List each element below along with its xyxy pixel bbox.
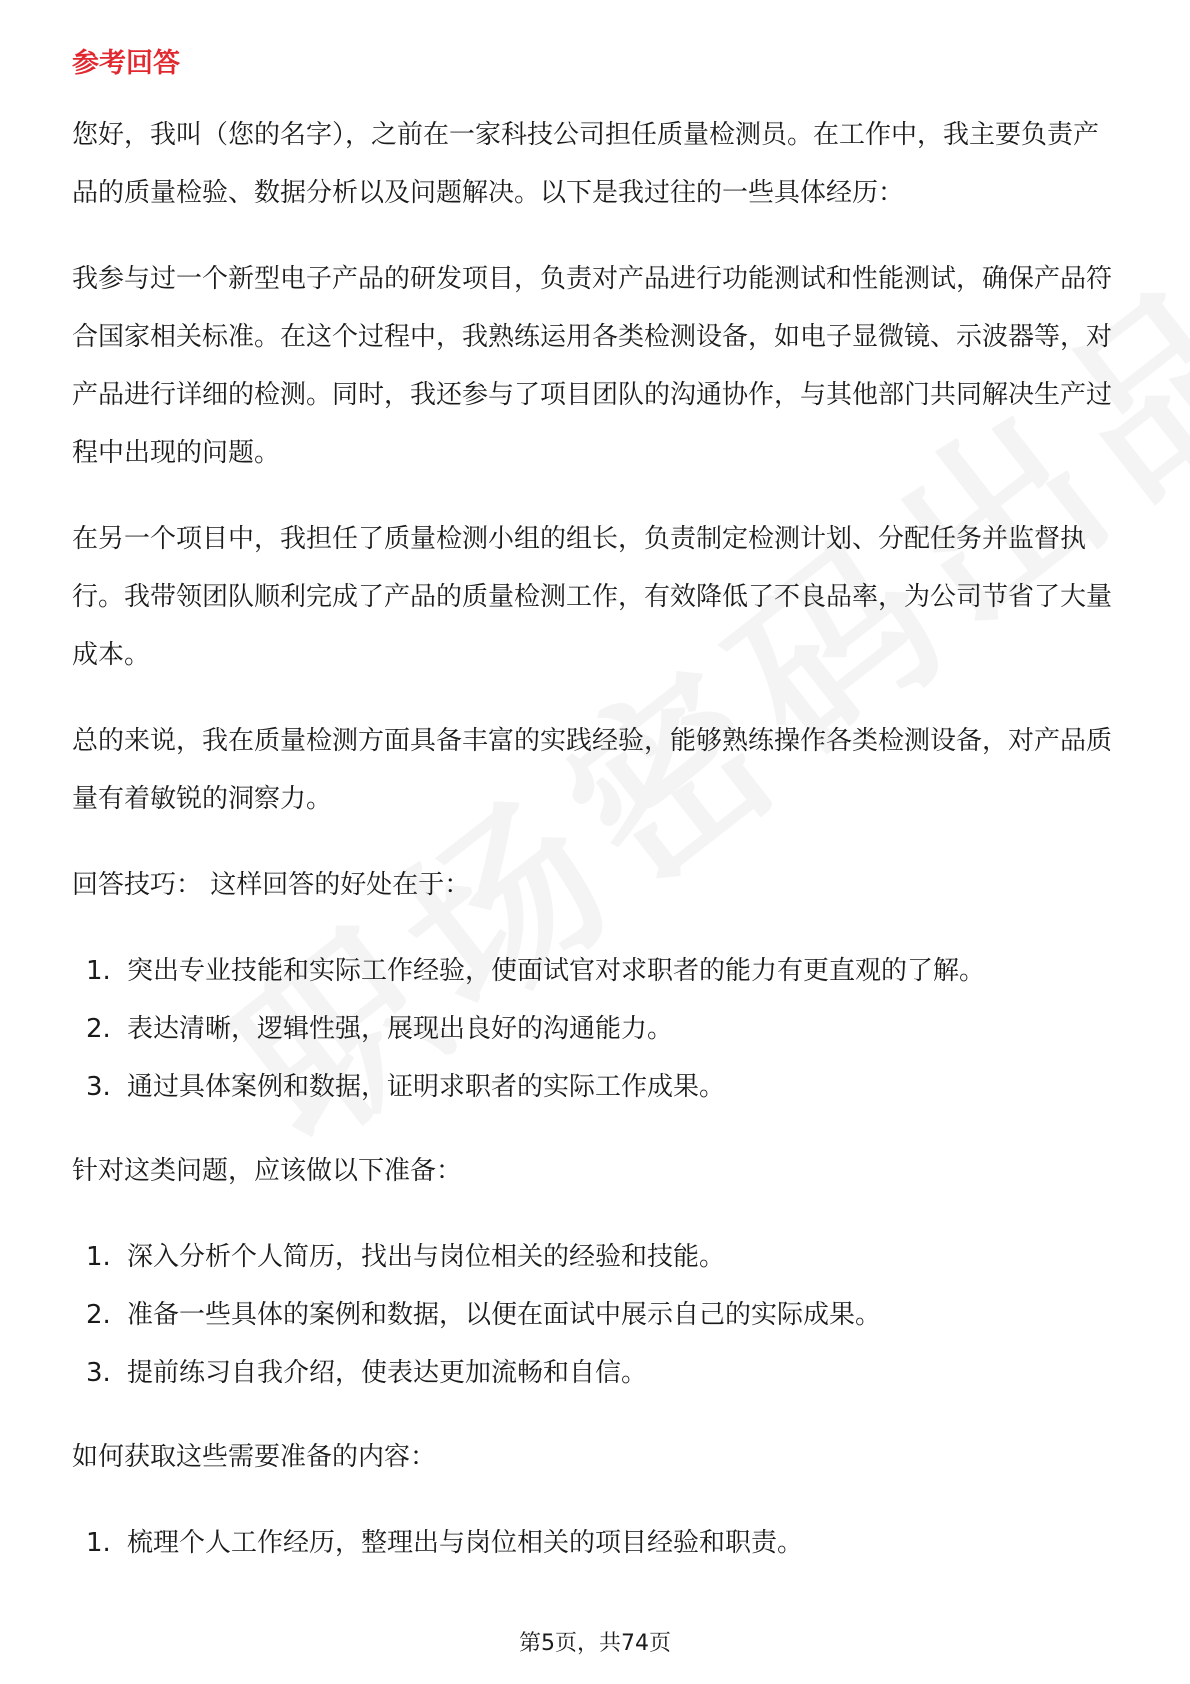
list-number: 1. <box>86 1242 111 1272</box>
content-body <box>72 44 1122 1598</box>
list-text: 提前练习自我介绍，使表达更加流畅和自信。 <box>127 1358 648 1388</box>
list-text: 准备一些具体的案例和数据，以便在面试中展示自己的实际成果。 <box>127 1300 882 1330</box>
list-text: 突出专业技能和实际工作经验，使面试官对求职者的能力有更直观的了解。 <box>127 956 986 986</box>
tips-title: 回答技巧： 这样回答的好处在于： <box>72 870 471 900</box>
list-number: 1. <box>86 956 111 986</box>
intro-paragraph: 您好，我叫（您的名字），之前在一家科技公司担任质量检测员。在工作中，我主要负责产品的质量检验、数据分析以及问题解决。以下是我过往的一些具体经历： <box>72 120 1100 208</box>
list-number: 2. <box>86 1014 111 1044</box>
list-item <box>72 1058 1122 1116</box>
prep-list <box>72 1228 1122 1402</box>
list-item <box>72 1514 1122 1572</box>
list-item <box>72 942 1122 1000</box>
list-number: 3. <box>86 1358 111 1388</box>
tips-list <box>72 942 1122 1116</box>
list-item <box>72 1228 1122 1286</box>
summary-paragraph: 总的来说，我在质量检测方面具备丰富的实践经验，能够熟练操作各类检测设备，对产品质量有着敏锐的洞察力。 <box>72 726 1113 814</box>
page-footer: 第5页，共74页 <box>519 1631 671 1656</box>
list-text: 深入分析个人简历，找出与岗位相关的经验和技能。 <box>127 1242 726 1272</box>
list-text: 通过具体案例和数据，证明求职者的实际工作成果。 <box>127 1072 726 1102</box>
how-title: 如何获取这些需要准备的内容： <box>72 1442 437 1472</box>
how-list <box>72 1514 1122 1572</box>
list-item <box>72 1000 1122 1058</box>
list-item <box>72 1286 1122 1344</box>
prep-title: 针对这类问题，应该做以下准备： <box>72 1156 463 1186</box>
list-text: 梳理个人工作经历，整理出与岗位相关的项目经验和职责。 <box>127 1528 804 1558</box>
section-heading: 参考回答 <box>72 48 180 79</box>
list-item <box>72 1344 1122 1402</box>
experience-paragraph-2: 在另一个项目中，我担任了质量检测小组的组长，负责制定检测计划、分配任务并监督执行。我带领团队顺利完成了产品的质量检测工作，有效降低了不良品率，为公司节省了大量成本。 <box>72 524 1113 670</box>
experience-paragraph-1: 我参与过一个新型电子产品的研发项目，负责对产品进行功能测试和性能测试，确保产品符合国家相关标准。在这个过程中，我熟练运用各类检测设备，如电子显微镜、示波器等，对产品进行详细的检测。同时，我还参与了项目团队的沟通协作，与其他部门共同解决生产过程中出现的问题。 <box>72 264 1113 468</box>
list-number: 1. <box>86 1528 111 1558</box>
list-text: 表达清晰，逻辑性强，展现出良好的沟通能力。 <box>127 1014 674 1044</box>
list-number: 2. <box>86 1300 111 1330</box>
list-number: 3. <box>86 1072 111 1102</box>
